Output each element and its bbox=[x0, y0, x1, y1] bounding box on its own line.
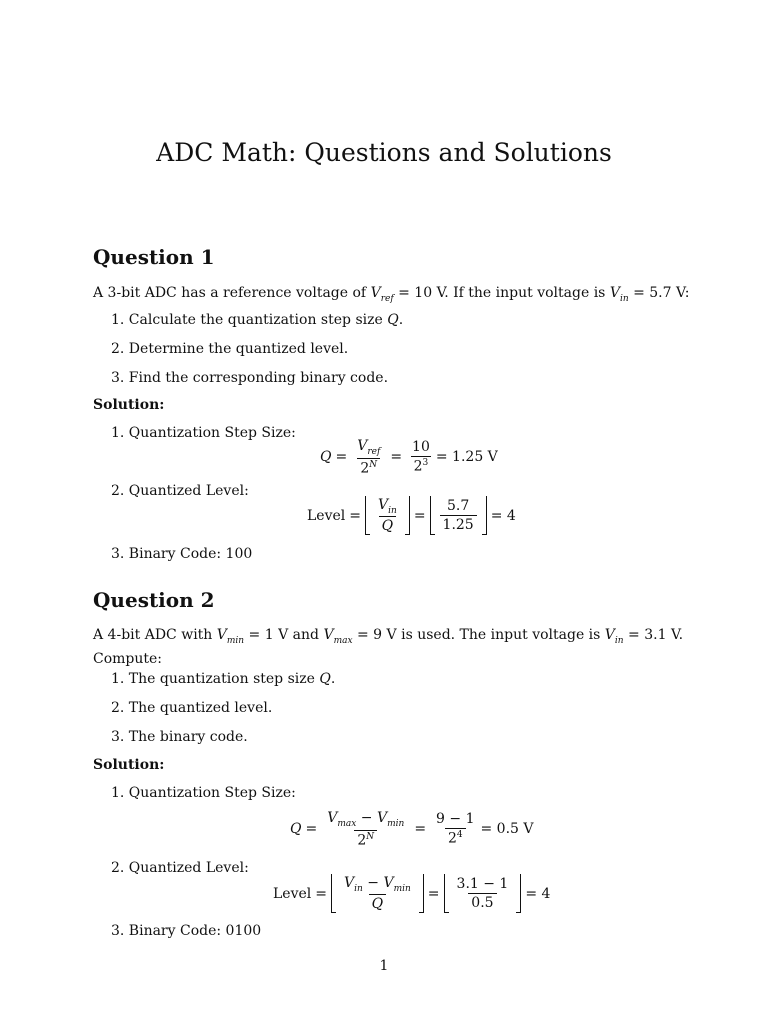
question-1-solution-step-1: 1. Quantization Step Size: bbox=[111, 425, 296, 441]
question-2-task-3: 3. The binary code. bbox=[111, 729, 248, 745]
fraction: $\frac{V_{in} - V_{min}}{Q}$ bbox=[344, 874, 411, 913]
question-1-task-1: 1. Calculate the quantization step size Q. bbox=[111, 312, 404, 328]
question-1-task-3: 3. Find the corresponding binary code. bbox=[111, 370, 389, 386]
question-1-solution-step-2: 2. Quantized Level: bbox=[111, 483, 249, 499]
fraction: $\frac{V_{ref}}{2^N}$ bbox=[357, 438, 381, 477]
question-2-task-1: 1. The quantization step size Q. bbox=[111, 671, 336, 687]
question-1-statement: A 3-bit ADC has a reference voltage of $V_{ref} = 10$ V. If the input voltage is $V_{in} = 5.7$ V: bbox=[93, 285, 690, 304]
question-2-task-2: 2. The quantized level. bbox=[111, 700, 273, 716]
question-1-solution-label: Solution: bbox=[93, 397, 165, 413]
question-1-task-2: 2. Determine the quantized level. bbox=[111, 341, 349, 357]
question-2-heading: Question 2 bbox=[93, 588, 215, 612]
fraction: $\frac{V_{in}}{Q}$ bbox=[378, 496, 397, 535]
question-2-step-size-equation: Q = $\frac{V_{max} - V_{min}}{2^N}$ = $\frac{9 - 1}{2^4}$ = 0.5 V bbox=[290, 810, 534, 849]
fraction: $\frac{10}{2^3}$ bbox=[412, 439, 430, 476]
fraction: $\frac{V_{max} - V_{min}}{2^N}$ bbox=[327, 810, 405, 849]
question-2-solution-step-2: 2. Quantized Level: bbox=[111, 860, 249, 876]
question-1-heading: Question 1 bbox=[93, 245, 215, 269]
fraction: $\frac{5.7}{1.25}$ bbox=[440, 498, 477, 533]
question-2-solution-step-3: 3. Binary Code: 0100 bbox=[111, 923, 262, 939]
fraction: $\frac{9 - 1}{2^4}$ bbox=[436, 811, 475, 848]
page-number: 1 bbox=[379, 958, 389, 974]
question-2-solution-label: Solution: bbox=[93, 757, 165, 773]
question-1-level-equation: Level = $\frac{V_{in}}{Q}$ = $\frac{5.7}{1.25}$ = 4 bbox=[307, 496, 516, 535]
page-title: ADC Math: Questions and Solutions bbox=[156, 138, 612, 167]
question-2-statement: A 4-bit ADC with $V_{min} = 1$ V and $V_{max} = 9$ V is used. The input voltage is $V_{in} = 3.1$ V. Compute: bbox=[93, 627, 684, 667]
question-1-step-size-equation: Q = $\frac{V_{ref}}{2^N}$ = $\frac{10}{2^3}$ = 1.25 V bbox=[320, 438, 498, 477]
fraction: $\frac{3.1 - 1}{0.5}$ bbox=[456, 876, 509, 911]
question-2-solution-step-1: 1. Quantization Step Size: bbox=[111, 785, 296, 801]
question-1-solution-step-3: 3. Binary Code: 100 bbox=[111, 546, 253, 562]
question-2-level-equation: Level = $\frac{V_{in} - V_{min}}{Q}$ = $\frac{3.1 - 1}{0.5}$ = 4 bbox=[273, 874, 551, 913]
